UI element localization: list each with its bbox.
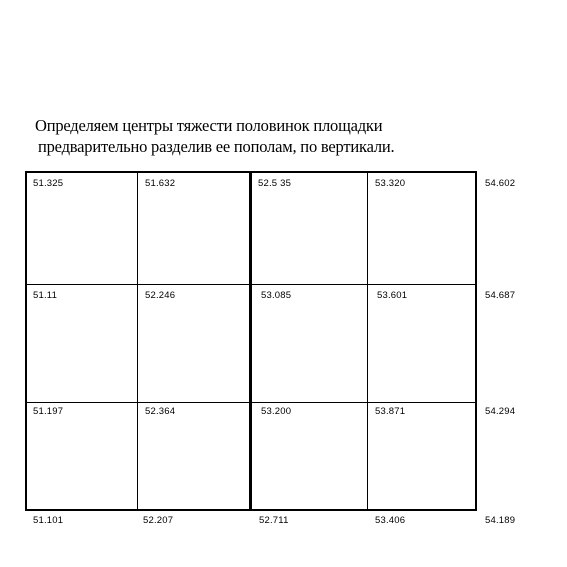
grid-value: 51.11 [33, 290, 58, 301]
grid-value: 53.871 [375, 406, 406, 417]
grid-value: 52.5 35 [258, 178, 292, 189]
grid-value: 51.197 [33, 406, 64, 417]
heading-line-2: предварительно разделив ее пополам, по вертикали. [38, 137, 395, 156]
grid-value: 51.101 [33, 515, 64, 526]
grid-line-horizontal [27, 402, 475, 403]
heading [35, 115, 515, 157]
grid-value: 51.325 [33, 178, 64, 189]
grid-value: 53.406 [375, 515, 406, 526]
grid-value: 53.601 [377, 290, 408, 301]
grid-value: 52.246 [145, 290, 176, 301]
grid-value: 54.189 [485, 515, 516, 526]
grid-value: 54.294 [485, 406, 516, 417]
grid-value: 54.602 [485, 178, 516, 189]
grid-value: 52.711 [259, 515, 289, 526]
grid-value: 52.207 [143, 515, 174, 526]
grid-value: 53.085 [261, 290, 292, 301]
grid-divider-thick [249, 173, 252, 509]
grid-value: 54.687 [485, 290, 516, 301]
grid-value: 52.364 [145, 406, 176, 417]
grid-line-horizontal [27, 284, 475, 285]
grid-frame [25, 171, 477, 511]
heading-line-1: Определяем центры тяжести половинок площадки [35, 116, 383, 135]
grid-value: 53.320 [375, 178, 406, 189]
grid-value: 51.632 [145, 178, 176, 189]
grid-value: 53.200 [261, 406, 292, 417]
grid-line-vertical [137, 173, 138, 509]
grid-line-vertical [367, 173, 368, 509]
